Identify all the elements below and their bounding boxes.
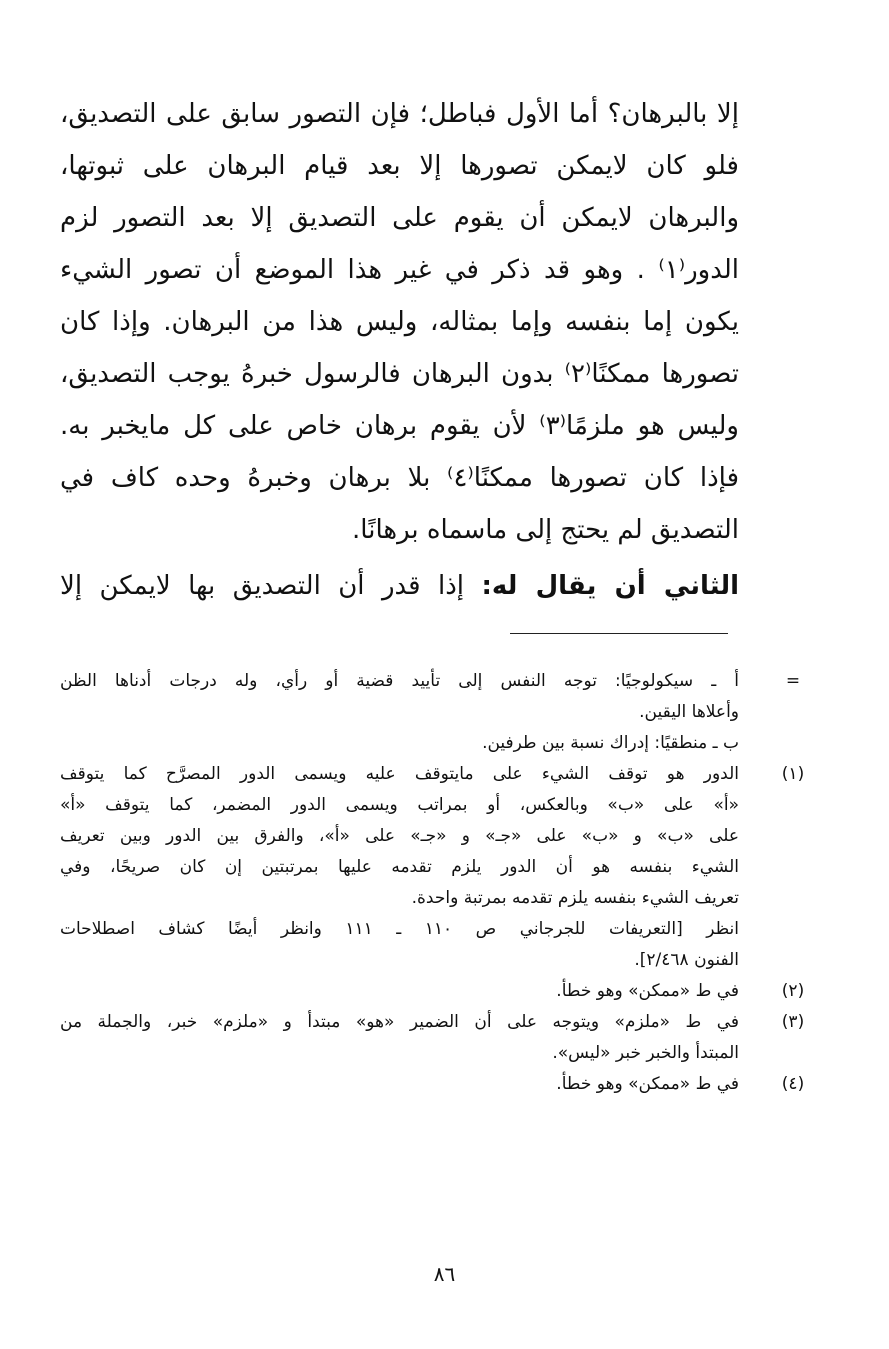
main-text-line: وليس هو ملزمًا⁽٣⁾ لأن يقوم برهان خاص على كل مايخبر به. <box>60 411 739 441</box>
main-text-line: الدور⁽١⁾ . وهو قد ذكر في غير هذا الموضع أن تصور الشيء <box>60 255 739 285</box>
footnote-marker: = <box>785 671 801 691</box>
footnote-line: وأعلاها اليقين. <box>639 702 739 722</box>
main-text-line: تصورها ممكنًا⁽٢⁾ بدون البرهان فالرسول خبرهُ يوجب التصديق، <box>60 359 740 389</box>
footnote-line: «أ» على «ب» وبالعكس، أو بمراتب ويسمى الدور المضمر، كما يتوقف «أ» <box>60 795 739 815</box>
footnote-line: الفنون ٢/٤٦٨]. <box>634 950 739 970</box>
footnote-number: (٢) <box>781 981 805 1001</box>
footnote-continued-b <box>60 728 739 759</box>
footnote-line: أ ـ سيكولوجيًا: توجه النفس إلى تأييد قضية أو رأي، وله درجات أدناها الظن <box>60 671 739 691</box>
main-text-line: والبرهان لايمكن أن يقوم على التصديق إلا بعد التصور لزم <box>60 203 739 233</box>
footnote-line: المبتدأ والخبر خبر «ليس». <box>552 1043 739 1063</box>
main-text-line: فإذا كان تصورها ممكنًا⁽٤⁾ بلا برهان وخبرهُ وحده كاف في <box>60 463 739 493</box>
main-text-line: يكون إما بنفسه وإما بمثاله، وليس هذا من البرهان. وإذا كان <box>60 307 739 337</box>
footnote-line: في ط «ملزم» ويتوجه على أن الضمير «هو» مبتدأ و «ملزم» خبر، والجملة من <box>60 1012 739 1032</box>
footnote-1 <box>60 759 805 914</box>
footnote-line: في ط «ممكن» وهو خطأ. <box>556 981 739 1001</box>
main-text-line: التصديق لم يحتج إلى ماسماه برهانًا. <box>352 515 739 545</box>
second-point-line <box>60 560 739 612</box>
footnote-line: على «ب» و «ب» على «جـ» و «جـ» على «أ»، والفرق بين الدور وبين تعريف <box>60 826 739 846</box>
main-text-line: فلو كان لايمكن تصورها إلا بعد قيام البرهان على ثبوتها، <box>60 151 739 181</box>
footnote-line: الشيء بنفسه هو أن الدور يلزم تقدمه عليها بمرتبتين إن كان صريحًا، وفي <box>60 857 739 877</box>
footnote-number: (٤) <box>781 1074 805 1094</box>
footnote-line: تعريف الشيء بنفسه يلزم تقدمه بمرتبة واحدة. <box>411 888 739 908</box>
footnote-3 <box>60 1007 805 1069</box>
footnote-line: ب ـ منطقيًا: إدراك نسبة بين طرفين. <box>482 733 739 753</box>
footnote-line: الدور هو توقف الشيء على مايتوقف عليه ويسمى الدور المصرَّح كما يتوقف <box>60 764 739 784</box>
footnote-number: (٣) <box>781 1012 805 1032</box>
footnote-1-reference <box>60 914 739 976</box>
footnote-continued <box>60 666 801 728</box>
footnote-number: (١) <box>781 764 805 784</box>
footnote-line: انظر [التعريفات للجرجاني ص ١١٠ ـ ١١١ وانظر أيضًا كشاف اصطلاحات <box>60 919 739 939</box>
footnote-line: في ط «ممكن» وهو خطأ. <box>556 1074 739 1094</box>
page-number: ٨٦ <box>433 1262 456 1286</box>
main-text-block <box>60 88 739 612</box>
main-text-line: إلا بالبرهان؟ أما الأول فباطل؛ فإن التصور سابق على التصديق، <box>60 99 739 129</box>
footnote-separator <box>510 633 728 634</box>
footnote-4 <box>60 1069 805 1100</box>
second-point-heading: الثاني أن يقال له: <box>481 571 740 601</box>
footnotes <box>60 666 805 1100</box>
second-point-text: إذا قدر أن التصديق بها لايمكن إلا <box>60 571 465 601</box>
footnote-2 <box>60 976 805 1007</box>
